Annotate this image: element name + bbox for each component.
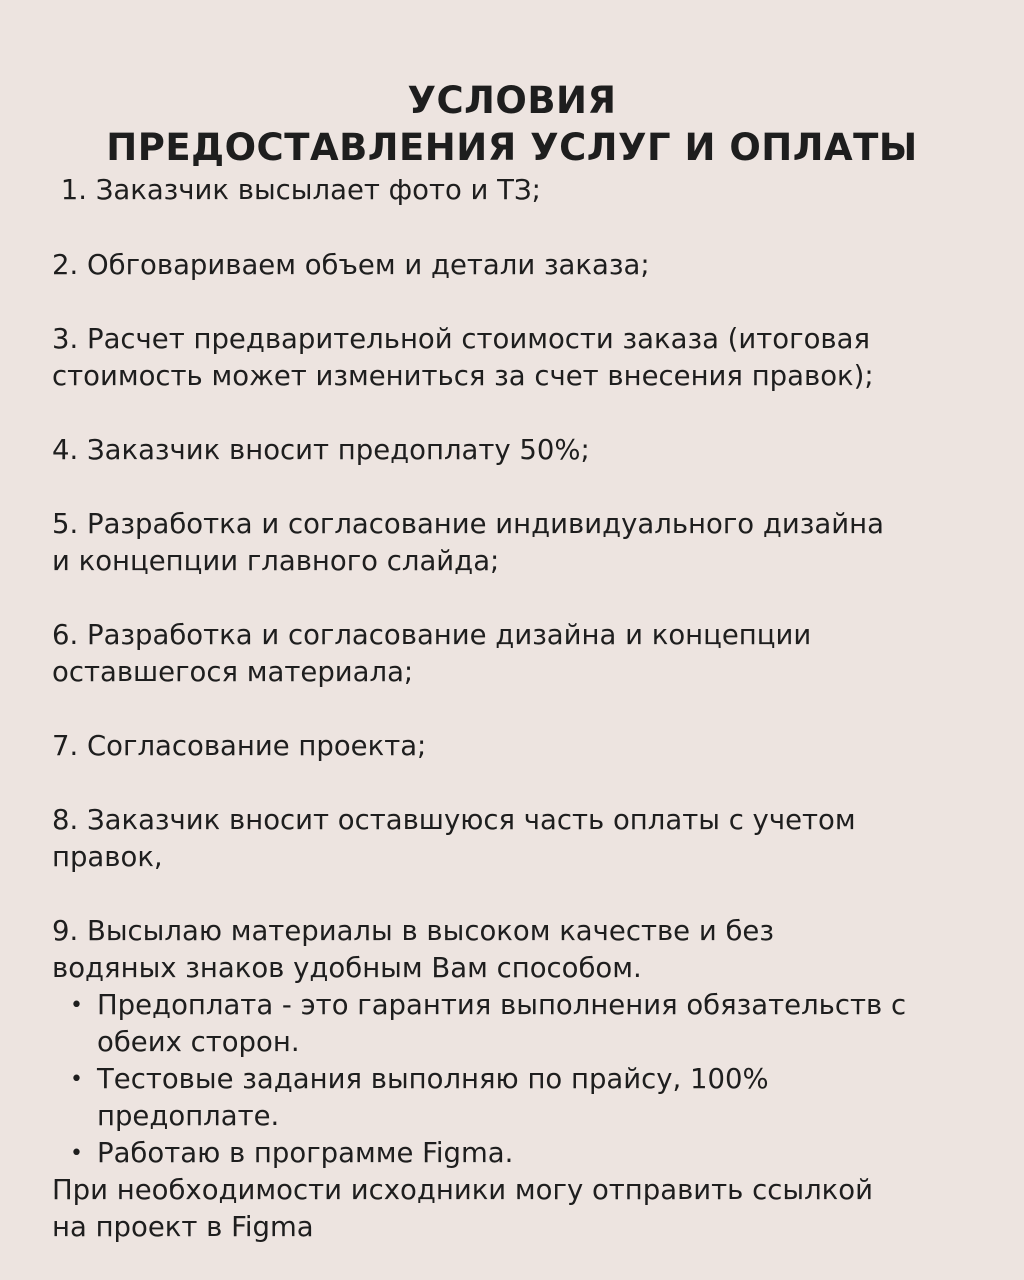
- step-3-line-1: 3. Расчет предварительной стоимости заказа (итоговая: [52, 323, 870, 355]
- note-2-line-2: предоплате.: [97, 1100, 280, 1132]
- footer-line-1: При необходимости исходники могу отправить ссылкой: [52, 1174, 873, 1206]
- title-line-2: ПРЕДОСТАВЛЕНИЯ УСЛУГ И ОПЛАТЫ: [106, 125, 918, 169]
- step-8-line-2: правок,: [52, 841, 163, 873]
- bullet-dot-icon: •: [70, 1141, 83, 1166]
- step-5-line-1: 5. Разработка и согласование индивидуального дизайна: [52, 508, 884, 540]
- bullet-dot-icon: •: [70, 993, 83, 1018]
- note-3-line-1: Работаю в программе Figma.: [97, 1137, 514, 1169]
- footer-line-2: на проект в Figma: [52, 1211, 314, 1243]
- notes-list: [0, 987, 1024, 1172]
- step-7: [52, 728, 982, 765]
- step-1-line-1: 1. Заказчик высылает фото и ТЗ;: [52, 174, 541, 206]
- step-8: [52, 802, 982, 876]
- step-9-line-2: водяных знаков удобным Вам способом.: [52, 952, 642, 984]
- step-6-line-2: оставшегося материала;: [52, 656, 414, 688]
- note-item: [0, 1061, 1024, 1135]
- step-2-line-1: 2. Обговариваем объем и детали заказа;: [52, 249, 650, 281]
- note-1-line-2: обеих сторон.: [97, 1026, 300, 1058]
- title-line-1: УСЛОВИЯ: [407, 78, 617, 122]
- step-5: [52, 506, 982, 580]
- step-4-line-1: 4. Заказчик вносит предоплату 50%;: [52, 434, 590, 466]
- note-item: [0, 1135, 1024, 1172]
- step-7-line-1: 7. Согласование проекта;: [52, 730, 427, 762]
- step-9-line-1: 9. Высылаю материалы в высоком качестве и без: [52, 915, 774, 947]
- step-6: [52, 617, 982, 691]
- step-3-line-2: стоимость может измениться за счет внесения правок);: [52, 360, 874, 392]
- page-title: [0, 77, 1024, 171]
- step-9: [52, 913, 982, 987]
- step-4: [52, 432, 982, 469]
- step-3: [52, 321, 982, 395]
- step-8-line-1: 8. Заказчик вносит оставшуюся часть оплаты с учетом: [52, 804, 856, 836]
- note-1-line-1: Предоплата - это гарантия выполнения обязательств с: [97, 989, 907, 1021]
- note-item: [0, 987, 1024, 1061]
- step-2: [52, 247, 982, 284]
- bullet-dot-icon: •: [70, 1067, 83, 1092]
- footer-note: [52, 1172, 982, 1246]
- note-2-line-1: Тестовые задания выполняю по прайсу, 100%: [97, 1063, 769, 1095]
- step-6-line-1: 6. Разработка и согласование дизайна и концепции: [52, 619, 812, 651]
- step-5-line-2: и концепции главного слайда;: [52, 545, 500, 577]
- step-1: [52, 172, 982, 209]
